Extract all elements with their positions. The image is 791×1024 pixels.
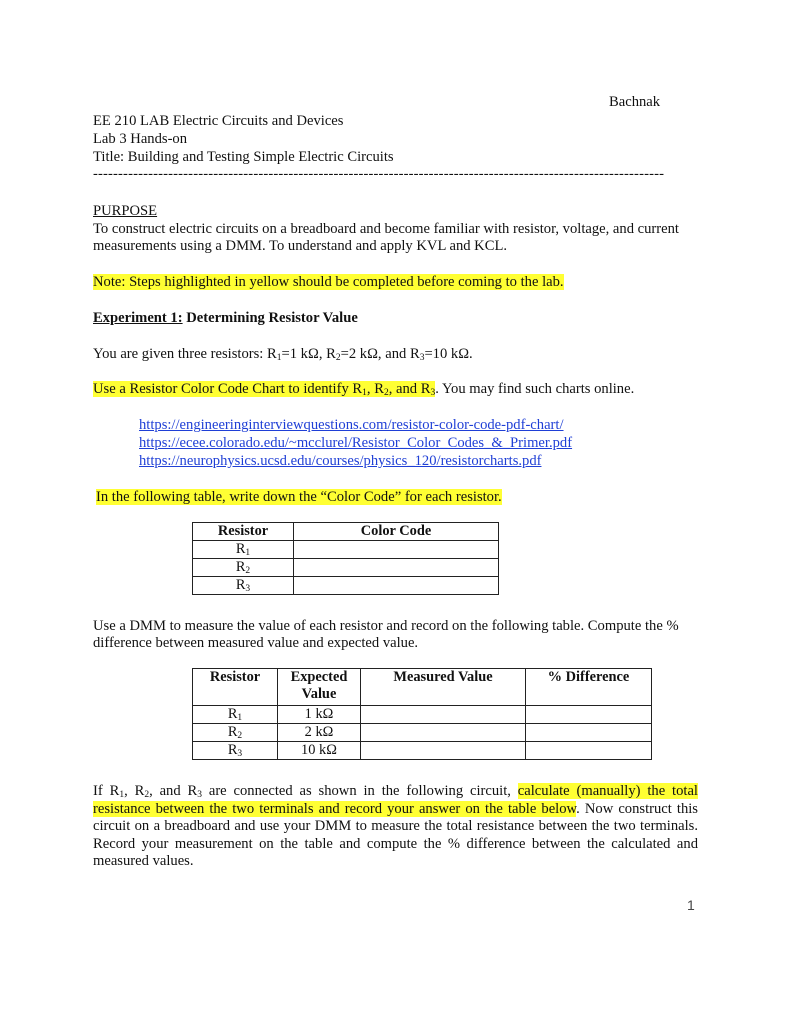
color-code-table bbox=[192, 522, 499, 595]
author-name: Bachnak bbox=[609, 94, 661, 110]
use-chart-c: , and R bbox=[388, 381, 431, 397]
lab-title: Title: Building and Testing Simple Electric Circuits bbox=[93, 149, 394, 165]
note-text: Note: Steps highlighted in yellow should be completed before coming to the lab. bbox=[93, 274, 564, 290]
purpose-line-1: To construct electric circuits on a breadboard and become familiar with resistor, voltage, and current bbox=[93, 221, 679, 237]
use-chart-tail: You may find such charts online. bbox=[438, 381, 635, 397]
table-row bbox=[193, 742, 652, 760]
table1-r3-color-cell[interactable] bbox=[294, 577, 499, 595]
para-sub-2: 2 bbox=[144, 790, 150, 800]
table-row bbox=[193, 724, 652, 742]
use-chart-highlight bbox=[93, 381, 435, 397]
lab-number: Lab 3 Hands-on bbox=[93, 131, 188, 147]
use-chart-sub-1: 1 bbox=[362, 388, 367, 398]
para-sub-1: 1 bbox=[119, 790, 125, 800]
table2-r2-diff[interactable] bbox=[526, 724, 652, 742]
table1-header-color-code: Color Code bbox=[294, 523, 499, 541]
given-text-d: =10 kΩ. bbox=[424, 346, 473, 362]
use-chart-b: , R bbox=[366, 381, 384, 397]
table-row bbox=[193, 706, 652, 724]
table2-header-difference: % Difference bbox=[526, 669, 652, 706]
table1-r2-color-cell[interactable] bbox=[294, 559, 499, 577]
use-chart-sub-3: 3 bbox=[430, 388, 436, 398]
table2-r2-expected: 2 kΩ bbox=[278, 724, 361, 742]
table2-r3-diff[interactable] bbox=[526, 742, 652, 760]
given-sub-1: 1 bbox=[276, 353, 282, 363]
table2-r1-expected: 1 kΩ bbox=[278, 706, 361, 724]
para-end: . Now construct this circuit on a breadboard and use your DMM to measure the total resistance between the two terminals. Record your measurement on the table and compute the % difference between the calculated and measured values. bbox=[93, 800, 698, 869]
table1-r3-label: $R_3$ bbox=[193, 577, 294, 595]
course-title: EE 210 LAB Electric Circuits and Devices bbox=[93, 113, 344, 129]
measure-line-2: difference between measured value and expected value. bbox=[93, 635, 419, 651]
para-d: are connected as shown in the following circuit, bbox=[201, 783, 518, 799]
page-number: 1 bbox=[687, 897, 695, 913]
purpose-line-2: measurements using a DMM. To understand and apply KVL and KCL. bbox=[93, 238, 508, 254]
table-instruction-text: In the following table, write down the “Color Code” for each resistor. bbox=[96, 489, 502, 505]
given-sub-3: 3 bbox=[419, 353, 425, 363]
table1-r1-label: $R_1$ bbox=[193, 541, 294, 559]
para-a: If R bbox=[93, 783, 120, 799]
purpose-heading: PURPOSE bbox=[93, 203, 158, 219]
table2-r2-measured[interactable] bbox=[361, 724, 526, 742]
table-instruction bbox=[96, 488, 502, 506]
divider-line: ------------------------------------------------------------------------------------------------------------------ bbox=[93, 166, 665, 182]
table2-r1-label: $R_1$ bbox=[193, 706, 278, 724]
circuit-paragraph bbox=[93, 783, 698, 871]
table2-r3-label: $R_3$ bbox=[193, 742, 278, 760]
experiment-1-label: Experiment 1: bbox=[93, 310, 183, 326]
use-chart-d: . bbox=[435, 381, 439, 397]
table-row bbox=[193, 559, 499, 577]
table2-r3-measured[interactable] bbox=[361, 742, 526, 760]
link-engineering-interview[interactable]: https://engineeringinterviewquestions.com/resistor-color-code-pdf-chart/ bbox=[139, 417, 564, 433]
experiment-1-heading bbox=[93, 309, 358, 327]
table2-header-measured: Measured Value bbox=[361, 669, 526, 706]
use-chart-a: Use a Resistor Color Code Chart to identify R bbox=[93, 381, 363, 397]
experiment-1-title: Determining Resistor Value bbox=[182, 310, 358, 326]
table1-r2-label: $R_2$ bbox=[193, 559, 294, 577]
given-text-b: =1 kΩ, R bbox=[281, 346, 336, 362]
link-neurophysics-ucsd[interactable]: https://neurophysics.ucsd.edu/courses/physics_120/resistorcharts.pdf bbox=[139, 453, 542, 469]
table-row bbox=[193, 541, 499, 559]
link-ecee-colorado[interactable]: https://ecee.colorado.edu/~mcclurel/Resistor_Color_Codes_&_Primer.pdf bbox=[139, 435, 573, 451]
given-text-a: You are given three resistors: R bbox=[93, 346, 277, 362]
use-chart-sub-2: 2 bbox=[383, 388, 389, 398]
table2-r2-label: $R_2$ bbox=[193, 724, 278, 742]
para-b: , R bbox=[124, 783, 145, 799]
table1-header-resistor: Resistor bbox=[193, 523, 294, 541]
table2-r1-measured[interactable] bbox=[361, 706, 526, 724]
measurement-table bbox=[192, 668, 652, 760]
table2-header-resistor: Resistor bbox=[193, 669, 278, 706]
note-line bbox=[93, 273, 564, 291]
link-list bbox=[139, 416, 572, 470]
measure-line-1: Use a DMM to measure the value of each resistor and record on the following table. Compute the % bbox=[93, 618, 679, 634]
table2-r3-expected: 10 kΩ bbox=[278, 742, 361, 760]
para-sub-3: 3 bbox=[197, 790, 202, 800]
table2-header-expected: Expected Value bbox=[278, 669, 361, 706]
para-highlight: calculate (manually) the total resistance between the two terminals and record your answer on the table below bbox=[93, 783, 698, 817]
given-resistors-line bbox=[93, 345, 473, 363]
given-text-c: =2 kΩ, and R bbox=[340, 346, 420, 362]
para-c: , and R bbox=[149, 783, 198, 799]
table2-r1-diff[interactable] bbox=[526, 706, 652, 724]
table-row bbox=[193, 577, 499, 595]
use-chart-line bbox=[93, 380, 634, 398]
table1-r1-color-cell[interactable] bbox=[294, 541, 499, 559]
given-sub-2: 2 bbox=[335, 353, 341, 363]
